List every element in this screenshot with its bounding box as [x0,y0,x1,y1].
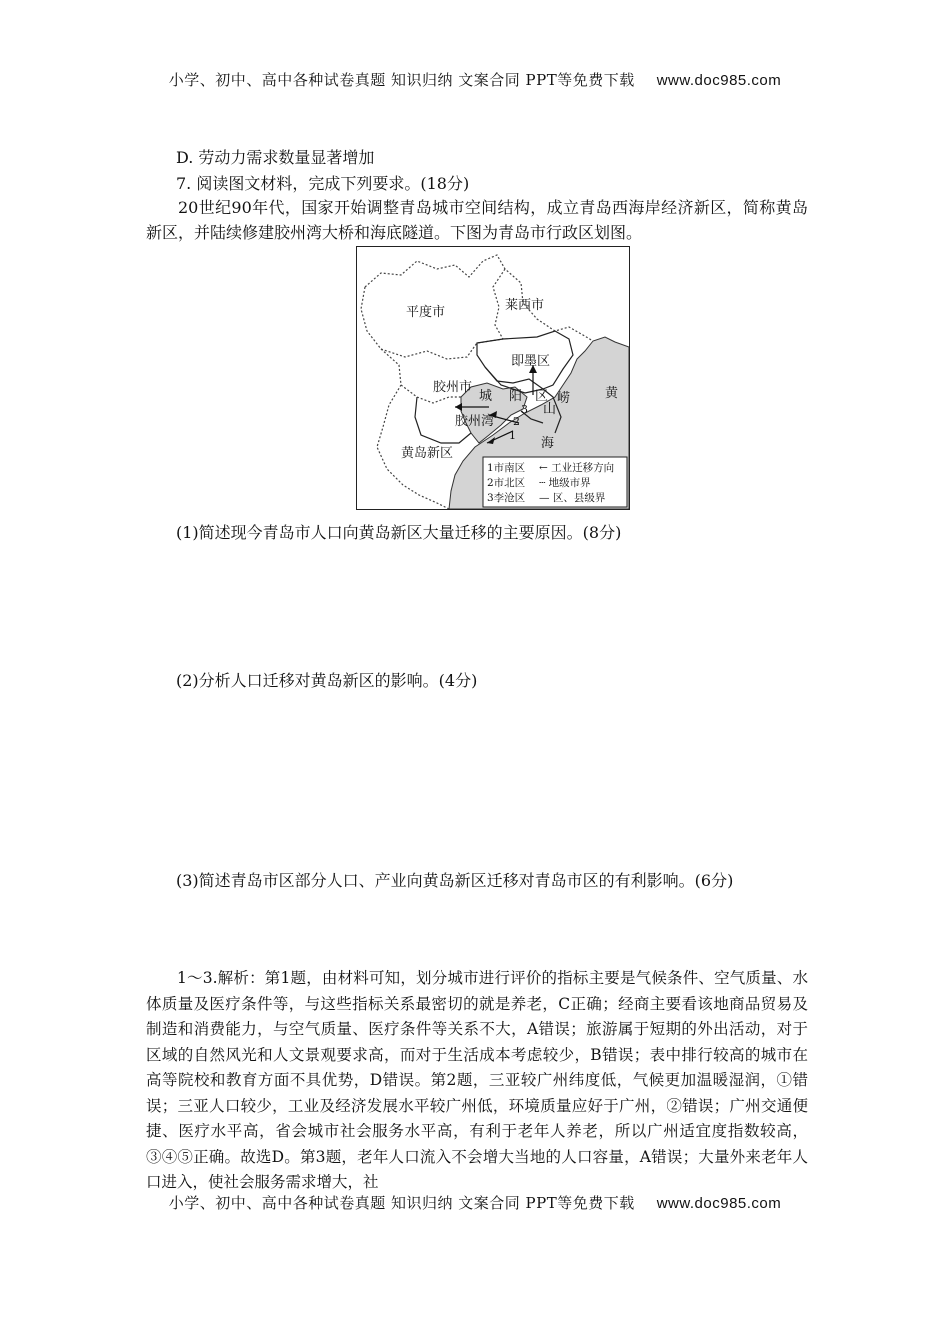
label-lao: 崂 [557,391,571,406]
question-7-material [146,195,808,246]
label-cheng: 城 [479,389,493,404]
answer-text: 1～3.解析：第1题，由材料可知，划分城市进行评价的指标主要是气候条件、空气质量、水体质量及医疗条件等，与这些指标关系最密切的就是养老，C正确；经商主要看该地商品贸易及制造和消费能力，与空气质量、医疗条件等关系不大，A错误；旅游属于短期的外出活动，对于区域的自然风光和人文景观要求高，而对于生活成本考虑较少，B错误；表中排行较高的城市在高等院校和教育方面不具优势，D错误。第2题，三亚较广州纬度低，气候更加温暖湿润，①错误；三亚人口较少，工业及经济发展水平较广州低，环境质量应好于广州，②错误；广州交通便捷、医疗水平高，省会城市社会服务水平高，有利于老年人养老，所以广州适宜度指数较高，③④⑤正确。故选D。第3题，老年人口流入不会增大当地的人口容量，A错误；大量外来老年人口进入，使社会服务需求增大，社 [146,969,808,1191]
label-num-2: 2 [513,415,520,428]
option-d: D. 劳动力需求数量显著增加 [176,148,375,167]
header-site[interactable]: www.doc985.com [656,72,782,89]
label-laixi: 莱西市 [505,298,545,313]
legend-symbol-arrow: ← 工业迁移方向 [539,462,615,474]
map-svg [357,247,629,509]
label-jimo: 即墨区 [511,354,551,369]
question-7-sub2: (2)分析人口迁移对黄岛新区的影响。(4分) [176,671,478,690]
label-num-1: 1 [509,429,516,442]
footer-site[interactable]: www.doc985.com [656,1195,782,1212]
label-shan: 山 [543,402,557,417]
label-huang-sea: 黄 [605,386,619,401]
header-text: 小学、初中、高中各种试卷真题 知识归纳 文案合同 PPT等免费下载 [168,71,635,89]
material-text: 20世纪90年代，国家开始调整青岛城市空间结构，成立青岛西海岸经济新区，简称黄岛新区，并陆续修建胶州湾大桥和海底隧道。下图为青岛市行政区划图。 [146,198,808,243]
legend-symbol-district-border: — 区、县级界 [539,492,606,504]
legend-item-1: 1市南区 [487,462,526,474]
pingdu-laixi-boundary [493,269,505,339]
label-pingdu: 平度市 [406,305,446,320]
label-huangdao: 黄岛新区 [401,446,454,461]
question-7-sub3: (3)简述青岛市区部分人口、产业向黄岛新区迁移对青岛市区的有利影响。(6分) [176,871,734,890]
legend-symbol-city-border: ┄ 地级市界 [539,477,591,489]
label-jiaozhouwan: 胶州湾 [455,414,495,429]
footer-text: 小学、初中、高中各种试卷真题 知识归纳 文案合同 PPT等免费下载 [168,1194,635,1212]
qingdao-admin-map [356,246,630,510]
answer-analysis [146,966,808,1196]
legend-item-3: 3李沧区 [487,492,526,504]
page-header [0,69,950,90]
legend-item-2: 2市北区 [487,477,526,489]
map-legend [483,457,627,507]
question-7-sub1: (1)简述现今青岛市人口向黄岛新区大量迁移的主要原因。(8分) [176,523,622,542]
label-qu: 区 [535,389,549,404]
label-jiaozhou: 胶州市 [433,380,473,395]
label-num-3: 3 [521,403,528,416]
label-yang: 阳 [509,389,523,404]
question-7-title: 7. 阅读图文材料，完成下列要求。(18分) [176,174,470,193]
label-hai-sea: 海 [541,436,555,451]
page-footer [0,1192,950,1213]
